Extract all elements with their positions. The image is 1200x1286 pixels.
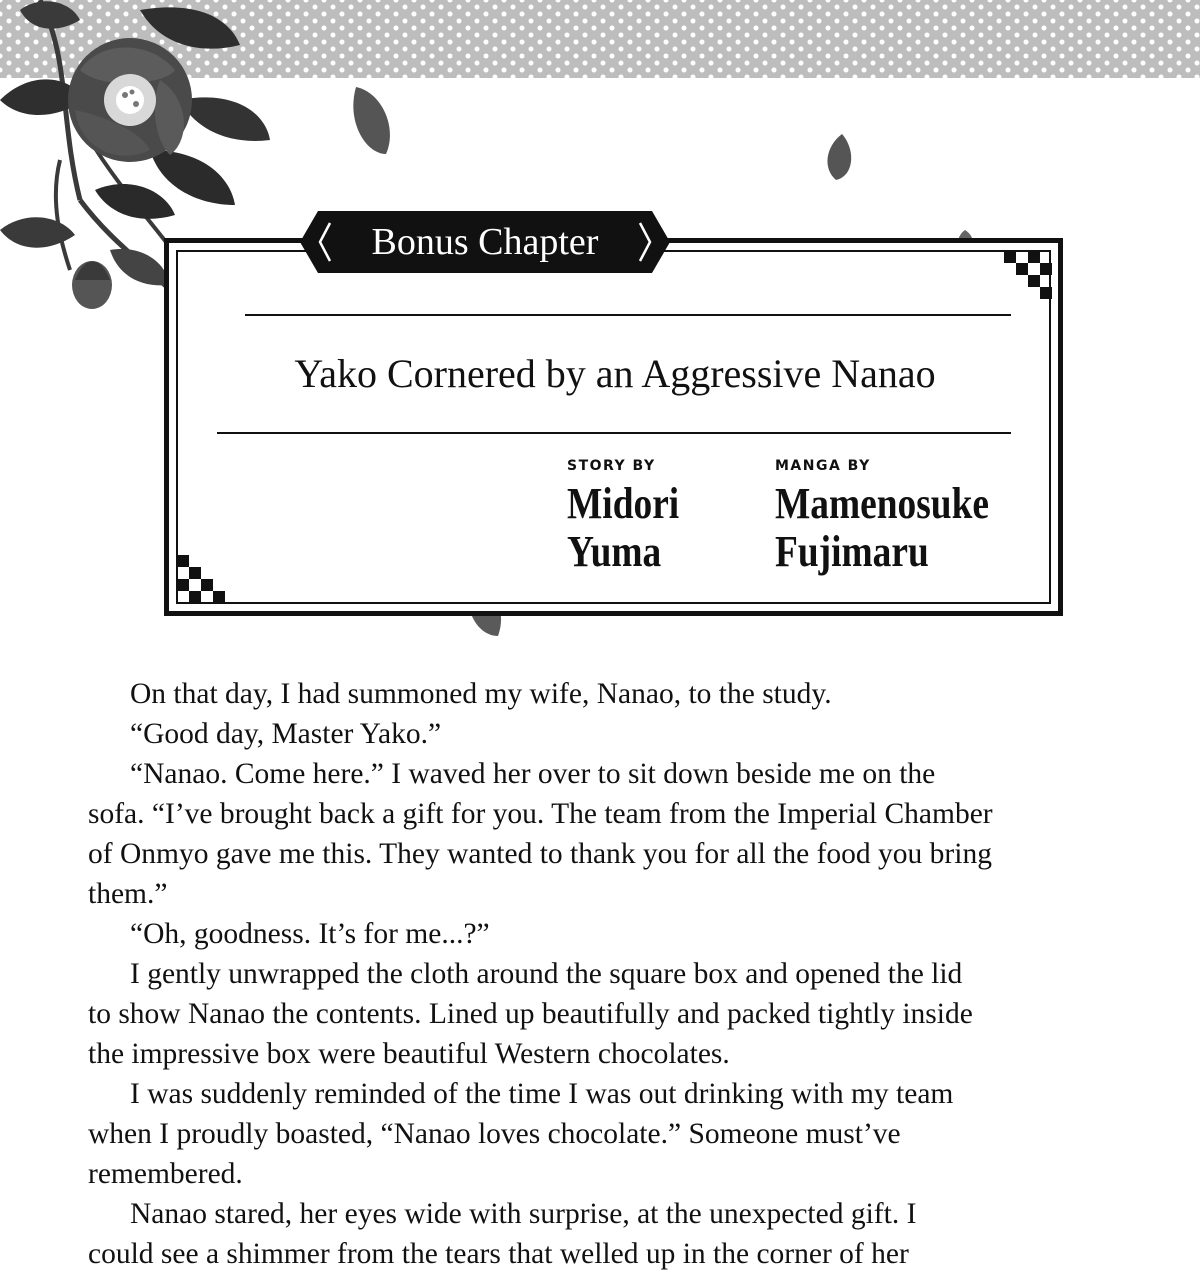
manga-artist-last-name: Fujimaru <box>775 527 929 576</box>
body-line: to show Nanao the contents. Lined up beautifully and packed tightly inside <box>88 998 973 1030</box>
manga-artist-first-name: Mamenosuke <box>775 479 990 528</box>
title-rule-bottom <box>217 432 1011 434</box>
body-line: “Oh, goodness. It’s for me...?” <box>130 918 490 950</box>
checker-pattern-icon <box>177 555 225 603</box>
petal-icon <box>346 82 398 160</box>
body-line: the impressive box were beautiful Western chocolates. <box>88 1038 730 1070</box>
body-line: On that day, I had summoned my wife, Nanao, to the study. <box>130 678 832 710</box>
body-line: remembered. <box>88 1158 243 1190</box>
chapter-label: Bonus Chapter <box>371 221 599 263</box>
checker-pattern-icon <box>1004 251 1052 299</box>
story-author-first-name: Midori <box>567 479 680 528</box>
chapter-title: Yako Cornered by an Aggressive Nanao <box>294 351 936 396</box>
body-line: I was suddenly reminded of the time I was out drinking with my team <box>130 1078 954 1110</box>
body-line: “Nanao. Come here.” I waved her over to sit down beside me on the <box>130 758 936 790</box>
body-line: sofa. “I’ve brought back a gift for you. The team from the Imperial Chamber <box>88 798 993 830</box>
body-line: Nanao stared, her eyes wide with surprise, at the unexpected gift. I <box>130 1198 917 1230</box>
body-line: I gently unwrapped the cloth around the square box and opened the lid <box>130 958 963 990</box>
body-line: “Good day, Master Yako.” <box>130 718 442 750</box>
story-body <box>88 674 1128 1274</box>
body-line: them.” <box>88 878 168 910</box>
petal-icon <box>820 132 856 182</box>
title-rule-top <box>245 314 1011 316</box>
body-line: when I proudly boasted, “Nanao loves chocolate.” Someone must’ve <box>88 1118 901 1150</box>
body-line: could see a shimmer from the tears that welled up in the corner of her <box>88 1238 909 1270</box>
story-author-last-name: Yuma <box>567 527 662 576</box>
manga-by-label: MANGA BY <box>775 458 871 474</box>
body-line: of Onmyo gave me this. They wanted to thank you for all the food you bring <box>88 838 992 870</box>
story-by-label: STORY BY <box>567 458 656 474</box>
